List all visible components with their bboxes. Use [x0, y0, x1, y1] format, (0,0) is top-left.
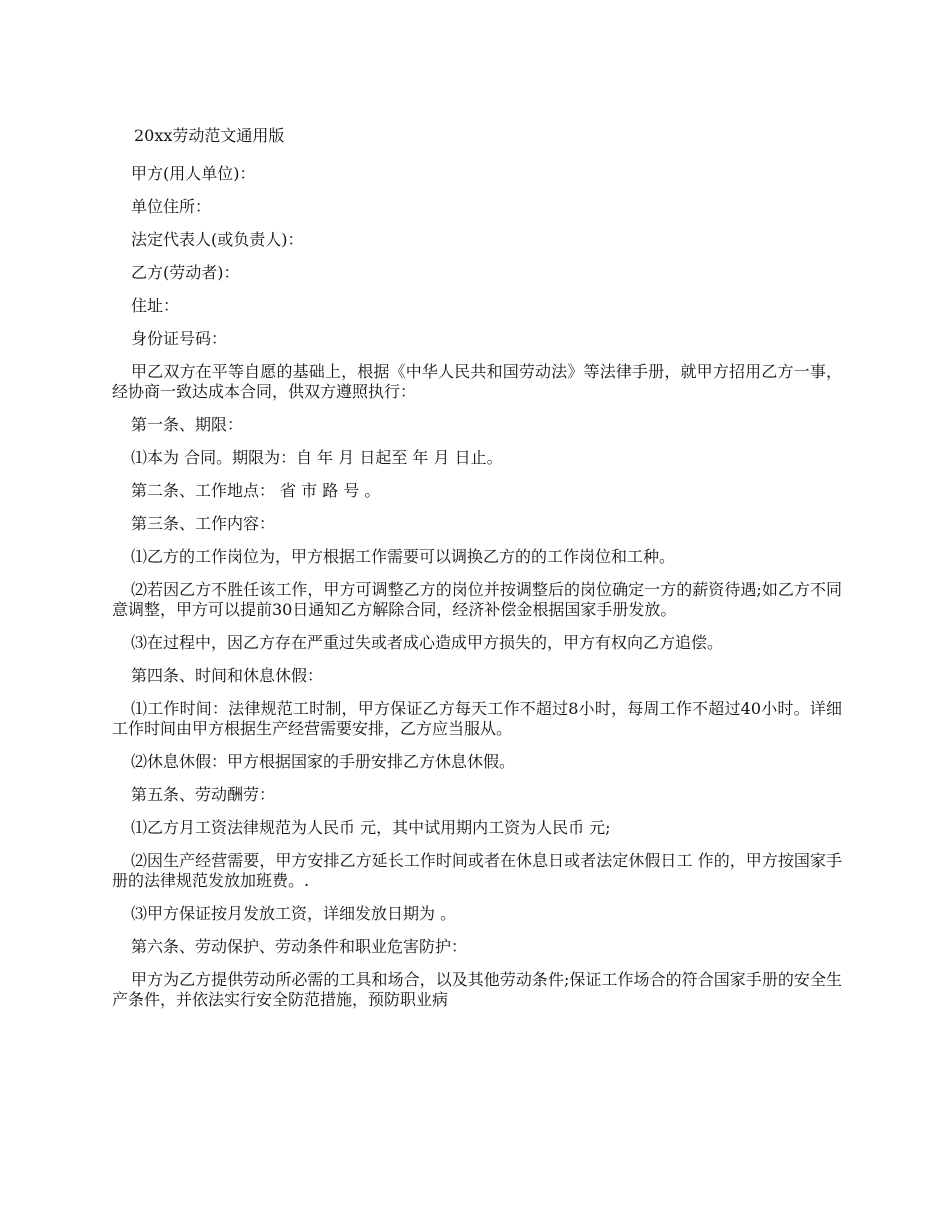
article-3-clause-3: ⑶在过程中，因乙方存在严重过失或者成心造成甲方损失的，甲方有权向乙方追偿。: [131, 633, 724, 652]
party-a-line: 甲方(用人单位)：: [131, 164, 256, 183]
article-6-heading: 第六条、劳动保护、劳动条件和职业危害防护：: [131, 937, 468, 956]
id-number-line: 身份证号码：: [131, 329, 228, 348]
article-6-body: 甲方为乙方提供劳动所必需的工具和场合，以及其他劳动条件;保证工作场合的符合国家手册的安全生产条件，并依法实行安全防范措施，预防职业病: [112, 970, 842, 1009]
article-3-heading: 第三条、工作内容：: [131, 514, 276, 533]
article-5-clause-3: ⑶甲方保证按月发放工资，详细发放日期为 。: [131, 904, 457, 923]
article-4-heading: 第四条、时间和休息休假：: [131, 666, 324, 685]
article-3-clause-2: ⑵若因乙方不胜任该工作，甲方可调整乙方的岗位并按调整后的岗位确定一方的薪资待遇;如乙方不同意调整，甲方可以提前30日通知乙方解除合同，经济补偿金根据国家手册发放。: [112, 580, 842, 619]
article-2-heading: 第二条、工作地点： 省 市 路 号 。: [131, 481, 381, 500]
legal-representative-line: 法定代表人(或负责人)：: [131, 230, 304, 249]
document-title: 20xx劳动范文通用版: [134, 126, 285, 145]
party-b-address-line: 住址：: [131, 296, 180, 315]
article-1-clause-1: ⑴本为 合同。期限为：自 年 月 日起至 年 月 日止。: [131, 448, 503, 467]
document-page: [112, 124, 842, 1023]
article-4-clause-2: ⑵休息休假：甲方根据国家的手册安排乙方休息休假。: [131, 752, 516, 771]
party-a-address-line: 单位住所：: [131, 197, 212, 216]
article-1-heading: 第一条、期限：: [131, 415, 244, 434]
party-b-line: 乙方(劳动者)：: [131, 263, 240, 282]
preamble-paragraph: 甲乙双方在平等自愿的基础上，根据《中华人民共和国劳动法》等法律手册，就甲方招用乙方一事，经协商一致达成本合同，供双方遵照执行：: [112, 362, 842, 401]
article-3-clause-1: ⑴乙方的工作岗位为，甲方根据工作需要可以调换乙方的的工作岗位和工种。: [131, 547, 676, 566]
article-5-clause-2: ⑵因生产经营需要，甲方安排乙方延长工作时间或者在休息日或者法定休假日工 作的，甲方按国家手册的法律规范发放加班费。.: [112, 851, 842, 890]
article-4-clause-1: ⑴工作时间：法律规范工时制，甲方保证乙方每天工作不超过8小时，每周工作不超过40小时。详细工作时间由甲方根据生产经营需要安排，乙方应当服从。: [112, 699, 842, 738]
article-5-clause-1: ⑴乙方月工资法律规范为人民币 元，其中试用期内工资为人民币 元;: [131, 818, 611, 837]
article-5-heading: 第五条、劳动酬劳：: [131, 785, 276, 804]
